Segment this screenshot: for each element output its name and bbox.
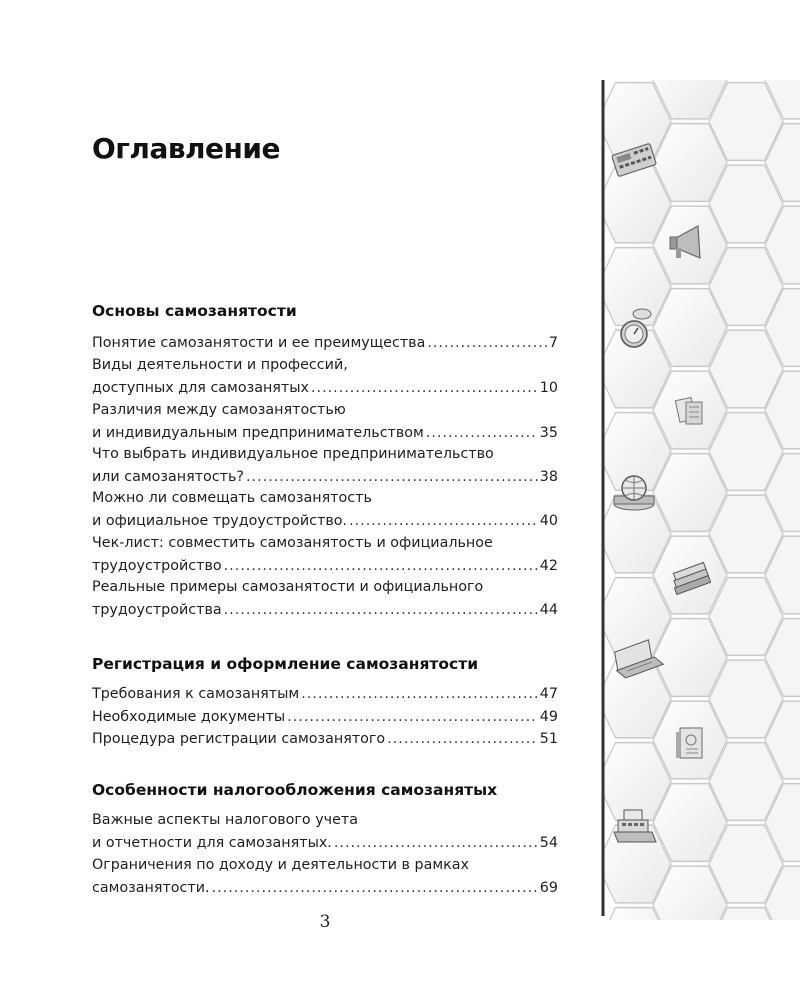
page-title: Оглавление: [92, 132, 281, 165]
toc-entry-title-line: Что выбрать индивидуальное предпринимательство: [92, 446, 494, 462]
toc-leader-dots: [387, 728, 538, 751]
toc-entry-title: доступных для самозанятых: [92, 379, 309, 396]
toc-page-number: 49: [539, 709, 558, 725]
toc-page-number: 54: [539, 834, 558, 851]
toc-page-number: 42: [539, 557, 558, 574]
toc-entry-title-line: Важные аспекты налогового учета: [92, 812, 359, 828]
toc-page-number: 44: [539, 601, 558, 618]
toc-entry[interactable]: [92, 443, 558, 488]
toc-entry-title: трудоустройство: [92, 557, 222, 574]
toc-page-number: 47: [539, 686, 558, 702]
toc-entry-title: Понятие самозанятости и ее преимущества: [92, 335, 426, 351]
toc-leader-dots: [224, 555, 538, 578]
toc-entry-title: Процедура регистрации самозанятого: [92, 731, 386, 747]
toc-leader-dots: [311, 377, 538, 400]
toc-entry[interactable]: [92, 728, 558, 751]
toc-leader-dots: [212, 877, 538, 900]
toc-entry[interactable]: [92, 399, 558, 444]
toc-entry[interactable]: [92, 576, 558, 621]
toc-entry[interactable]: [92, 354, 558, 399]
toc-entry-title: Требования к самозанятым: [92, 686, 300, 702]
page-number: 3: [319, 912, 331, 932]
honeycomb-decoration: [600, 80, 800, 920]
toc-page-number: 40: [539, 512, 558, 529]
section-heading-taxation: Особенности налогообложения самозанятых: [92, 781, 498, 799]
toc-leader-dots: [246, 466, 538, 489]
toc-page-number: 38: [539, 468, 558, 485]
toc-entry-title-line: Виды деятельности и профессий,: [92, 357, 348, 373]
toc-page-number: 7: [548, 335, 558, 351]
toc-entry-title-line: Различия между самозанятостью: [92, 402, 346, 418]
toc-entry-title-line: Ограничения по доходу и деятельности в рамках: [92, 857, 470, 873]
toc-leader-dots: [287, 706, 538, 729]
toc-entry-title: и индивидуальным предпринимательством: [92, 424, 424, 441]
toc-entry-title: или самозанятость?: [92, 468, 245, 485]
toc-leader-dots: [349, 510, 538, 533]
toc-entry[interactable]: [92, 683, 558, 706]
toc-leader-dots: [426, 422, 538, 445]
toc-entry[interactable]: [92, 487, 558, 532]
toc-page-number: 35: [539, 424, 558, 441]
toc-entry[interactable]: [92, 332, 558, 355]
toc-leader-dots: [224, 599, 538, 622]
toc-leader-dots: [427, 332, 547, 355]
toc-entry[interactable]: [92, 854, 558, 899]
toc-page-number: 69: [539, 879, 558, 896]
toc-entry-title-line: Можно ли совмещать самозанятость: [92, 490, 372, 506]
toc-entry-title-line: Чек-лист: совместить самозанятость и официальное: [92, 535, 493, 551]
toc-leader-dots: [334, 832, 538, 855]
notebook-icon: [676, 728, 702, 758]
toc-leader-dots: [301, 683, 538, 706]
toc-entry-title: Необходимые документы: [92, 709, 286, 725]
toc-entry[interactable]: [92, 706, 558, 729]
toc-entry[interactable]: [92, 532, 558, 577]
toc-entry-title: трудоустройства: [92, 601, 222, 618]
section-heading-registration: Регистрация и оформление самозанятости: [92, 655, 479, 673]
section-heading-basics: Основы самозанятости: [92, 302, 297, 320]
toc-entry-title-line: Реальные примеры самозанятости и официального: [92, 579, 484, 595]
toc-entry[interactable]: [92, 809, 558, 854]
toc-entry-title: самозанятости.: [92, 879, 210, 896]
toc-page-number: 51: [539, 731, 558, 747]
toc-entry-title: и отчетности для самозанятых.: [92, 834, 332, 851]
toc-entry-title: и официальное трудоустройство.: [92, 512, 348, 529]
toc-page-number: 10: [539, 379, 558, 396]
